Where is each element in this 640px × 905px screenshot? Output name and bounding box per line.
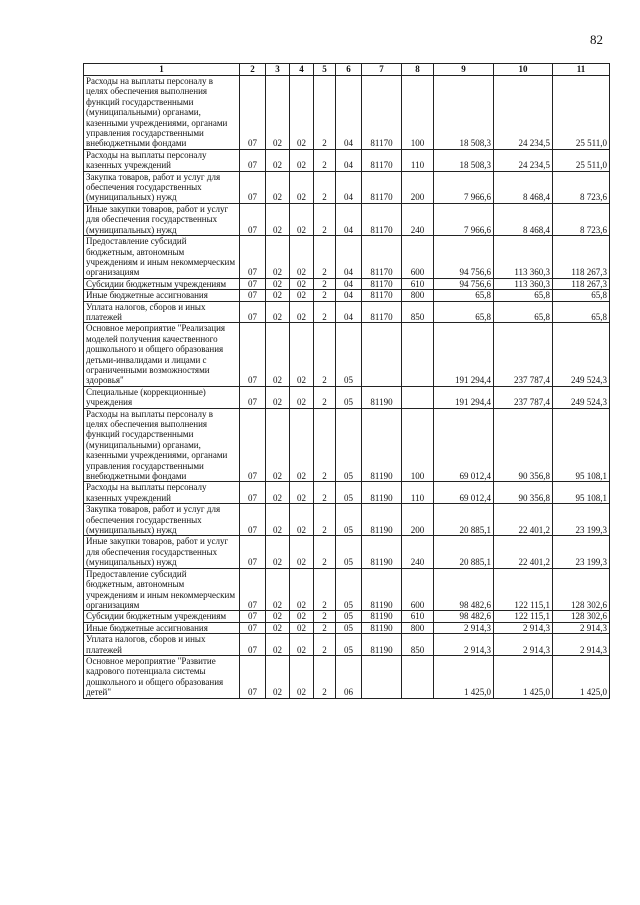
amount-cell: 65,8 [494, 301, 553, 323]
code-cell: 2 [314, 634, 336, 656]
code-cell [402, 386, 434, 408]
code-cell: 81170 [362, 149, 402, 171]
code-cell: 600 [402, 568, 434, 611]
amount-cell: 25 511,0 [553, 76, 610, 150]
amount-cell: 122 115,1 [494, 568, 553, 611]
amount-cell: 65,8 [553, 301, 610, 323]
code-cell: 2 [314, 278, 336, 289]
amount-cell: 118 267,3 [553, 236, 610, 279]
code-cell: 02 [266, 290, 290, 301]
amount-cell: 2 914,3 [434, 634, 494, 656]
amount-cell: 24 234,5 [494, 149, 553, 171]
code-cell: 2 [314, 76, 336, 150]
code-cell: 2 [314, 290, 336, 301]
code-cell: 02 [266, 655, 290, 698]
row-label: Закупка товаров, работ и услуг для обеспечения государственных (муниципальных) нужд [84, 504, 240, 536]
code-cell: 04 [336, 290, 362, 301]
code-cell: 2 [314, 504, 336, 536]
code-cell: 81190 [362, 568, 402, 611]
code-cell: 2 [314, 568, 336, 611]
code-cell [362, 323, 402, 386]
code-cell: 850 [402, 301, 434, 323]
header-cell: 10 [494, 64, 553, 76]
amount-cell: 7 966,6 [434, 203, 494, 235]
code-cell: 02 [290, 504, 314, 536]
header-cell: 4 [290, 64, 314, 76]
code-cell: 02 [266, 171, 290, 203]
code-cell: 81170 [362, 76, 402, 150]
table-row [84, 278, 610, 289]
code-cell: 2 [314, 408, 336, 482]
code-cell: 110 [402, 149, 434, 171]
header-cell: 3 [266, 64, 290, 76]
code-cell: 07 [240, 149, 266, 171]
code-cell: 02 [266, 622, 290, 633]
header-cell: 5 [314, 64, 336, 76]
amount-cell: 18 508,3 [434, 149, 494, 171]
row-label: Закупка товаров, работ и услуг для обеспечения государственных (муниципальных) нужд [84, 171, 240, 203]
code-cell: 04 [336, 278, 362, 289]
code-cell: 02 [290, 408, 314, 482]
amount-cell: 65,8 [553, 290, 610, 301]
row-label: Иные закупки товаров, работ и услуг для обеспечения государственных (муниципальных) нужд [84, 203, 240, 235]
amount-cell: 65,8 [434, 301, 494, 323]
amount-cell: 18 508,3 [434, 76, 494, 150]
row-label: Расходы на выплаты персоналу казенных учреждений [84, 149, 240, 171]
code-cell: 02 [290, 323, 314, 386]
amount-cell: 95 108,1 [553, 408, 610, 482]
code-cell: 81190 [362, 622, 402, 633]
code-cell: 81170 [362, 171, 402, 203]
code-cell: 2 [314, 386, 336, 408]
amount-cell: 2 914,3 [494, 622, 553, 633]
code-cell [402, 655, 434, 698]
code-cell: 02 [290, 76, 314, 150]
code-cell: 02 [290, 171, 314, 203]
code-cell: 07 [240, 408, 266, 482]
code-cell: 02 [266, 76, 290, 150]
code-cell: 05 [336, 504, 362, 536]
amount-cell: 2 914,3 [494, 634, 553, 656]
header-cell: 6 [336, 64, 362, 76]
code-cell: 04 [336, 203, 362, 235]
row-label: Основное мероприятие "Развитие кадрового потенциала системы дошкольного и общего образования детей" [84, 655, 240, 698]
code-cell: 200 [402, 171, 434, 203]
code-cell: 02 [290, 655, 314, 698]
row-label: Уплата налогов, сборов и иных платежей [84, 301, 240, 323]
code-cell: 05 [336, 482, 362, 504]
code-cell: 800 [402, 290, 434, 301]
code-cell: 2 [314, 236, 336, 279]
code-cell: 110 [402, 482, 434, 504]
row-label: Специальные (коррекционные) учреждения [84, 386, 240, 408]
amount-cell: 118 267,3 [553, 278, 610, 289]
table-row [84, 568, 610, 611]
code-cell: 07 [240, 386, 266, 408]
code-cell: 04 [336, 301, 362, 323]
code-cell: 2 [314, 301, 336, 323]
code-cell: 05 [336, 536, 362, 568]
code-cell: 05 [336, 386, 362, 408]
code-cell: 02 [266, 149, 290, 171]
code-cell: 05 [336, 611, 362, 622]
row-label: Расходы на выплаты персоналу в целях обеспечения выполнения функций государственными (муниципальными) органами, казенными учреждениями, органами управления государственными внебюджетными фондами [84, 408, 240, 482]
code-cell: 02 [290, 622, 314, 633]
code-cell [362, 655, 402, 698]
code-cell: 07 [240, 278, 266, 289]
code-cell: 100 [402, 76, 434, 150]
amount-cell: 113 360,3 [494, 278, 553, 289]
amount-cell: 90 356,8 [494, 482, 553, 504]
table-row [84, 504, 610, 536]
amount-cell: 7 966,6 [434, 171, 494, 203]
code-cell: 02 [290, 236, 314, 279]
amount-cell: 20 885,1 [434, 536, 494, 568]
code-cell: 81170 [362, 278, 402, 289]
code-cell: 600 [402, 236, 434, 279]
header-cell: 11 [553, 64, 610, 76]
code-cell: 81170 [362, 203, 402, 235]
header-cell: 7 [362, 64, 402, 76]
code-cell: 100 [402, 408, 434, 482]
code-cell: 240 [402, 203, 434, 235]
amount-cell: 2 914,3 [553, 634, 610, 656]
code-cell: 850 [402, 634, 434, 656]
code-cell: 07 [240, 323, 266, 386]
header-row [84, 64, 610, 76]
code-cell: 04 [336, 149, 362, 171]
code-cell: 07 [240, 655, 266, 698]
row-label: Расходы на выплаты персоналу казенных учреждений [84, 482, 240, 504]
amount-cell: 98 482,6 [434, 568, 494, 611]
code-cell: 02 [266, 408, 290, 482]
code-cell: 240 [402, 536, 434, 568]
amount-cell: 94 756,6 [434, 236, 494, 279]
code-cell: 07 [240, 568, 266, 611]
code-cell: 05 [336, 323, 362, 386]
table-row [84, 171, 610, 203]
table-row [84, 236, 610, 279]
code-cell: 610 [402, 611, 434, 622]
code-cell: 2 [314, 611, 336, 622]
amount-cell: 22 401,2 [494, 504, 553, 536]
code-cell: 07 [240, 171, 266, 203]
amount-cell: 191 294,4 [434, 323, 494, 386]
code-cell: 04 [336, 236, 362, 279]
amount-cell: 8 723,6 [553, 171, 610, 203]
table-row [84, 655, 610, 698]
code-cell: 07 [240, 203, 266, 235]
table-row [84, 622, 610, 633]
code-cell: 02 [290, 568, 314, 611]
amount-cell: 249 524,3 [553, 323, 610, 386]
amount-cell: 1 425,0 [434, 655, 494, 698]
amount-cell: 237 787,4 [494, 386, 553, 408]
code-cell: 81170 [362, 290, 402, 301]
table-row [84, 634, 610, 656]
code-cell: 02 [290, 278, 314, 289]
code-cell: 05 [336, 622, 362, 633]
code-cell: 07 [240, 236, 266, 279]
code-cell [402, 323, 434, 386]
amount-cell: 90 356,8 [494, 408, 553, 482]
code-cell: 2 [314, 622, 336, 633]
code-cell: 81190 [362, 504, 402, 536]
amount-cell: 113 360,3 [494, 236, 553, 279]
code-cell: 2 [314, 482, 336, 504]
amount-cell: 23 199,3 [553, 536, 610, 568]
amount-cell: 8 468,4 [494, 203, 553, 235]
code-cell: 02 [290, 149, 314, 171]
code-cell: 07 [240, 504, 266, 536]
amount-cell: 8 723,6 [553, 203, 610, 235]
code-cell: 81190 [362, 408, 402, 482]
code-cell: 02 [266, 482, 290, 504]
code-cell: 02 [266, 236, 290, 279]
code-cell: 02 [266, 386, 290, 408]
table-row [84, 408, 610, 482]
page-number: 82 [590, 32, 603, 47]
code-cell: 07 [240, 611, 266, 622]
code-cell: 05 [336, 408, 362, 482]
table-row [84, 482, 610, 504]
amount-cell: 23 199,3 [553, 504, 610, 536]
amount-cell: 98 482,6 [434, 611, 494, 622]
row-label: Субсидии бюджетным учреждениям [84, 611, 240, 622]
code-cell: 81190 [362, 536, 402, 568]
amount-cell: 2 914,3 [553, 622, 610, 633]
code-cell: 02 [266, 634, 290, 656]
code-cell: 07 [240, 76, 266, 150]
table-row [84, 76, 610, 150]
code-cell: 02 [290, 536, 314, 568]
amount-cell: 122 115,1 [494, 611, 553, 622]
code-cell: 07 [240, 622, 266, 633]
header-cell: 1 [84, 64, 240, 76]
code-cell: 610 [402, 278, 434, 289]
amount-cell: 128 302,6 [553, 611, 610, 622]
code-cell: 02 [290, 386, 314, 408]
table-row [84, 290, 610, 301]
amount-cell: 1 425,0 [494, 655, 553, 698]
code-cell: 2 [314, 323, 336, 386]
amount-cell: 24 234,5 [494, 76, 553, 150]
amount-cell: 2 914,3 [434, 622, 494, 633]
code-cell: 02 [290, 290, 314, 301]
row-label: Предоставление субсидий бюджетным, автономным учреждениям и иным некоммерческим организациям [84, 236, 240, 279]
header-cell: 2 [240, 64, 266, 76]
code-cell: 02 [290, 611, 314, 622]
code-cell: 07 [240, 290, 266, 301]
code-cell: 06 [336, 655, 362, 698]
code-cell: 07 [240, 301, 266, 323]
code-cell: 04 [336, 171, 362, 203]
amount-cell: 69 012,4 [434, 482, 494, 504]
code-cell: 07 [240, 536, 266, 568]
budget-table [83, 63, 610, 699]
row-label: Расходы на выплаты персоналу в целях обеспечения выполнения функций государственными (муниципальными) органами, казенными учреждениями, органами управления государственными внебюджетными фондами [84, 76, 240, 150]
code-cell: 02 [266, 568, 290, 611]
amount-cell: 65,8 [494, 290, 553, 301]
code-cell: 02 [266, 203, 290, 235]
code-cell: 05 [336, 634, 362, 656]
code-cell: 02 [290, 482, 314, 504]
code-cell: 02 [290, 301, 314, 323]
code-cell: 81170 [362, 301, 402, 323]
amount-cell: 8 468,4 [494, 171, 553, 203]
table-row [84, 611, 610, 622]
code-cell: 81190 [362, 634, 402, 656]
amount-cell: 249 524,3 [553, 386, 610, 408]
header-cell: 9 [434, 64, 494, 76]
row-label: Основное мероприятие "Реализация моделей получения качественного дошкольного и общего образования детьми-инвалидами и лицами с ограниченными возможностями здоровья" [84, 323, 240, 386]
table-row [84, 149, 610, 171]
code-cell: 200 [402, 504, 434, 536]
amount-cell: 25 511,0 [553, 149, 610, 171]
amount-cell: 20 885,1 [434, 504, 494, 536]
amount-cell: 128 302,6 [553, 568, 610, 611]
amount-cell: 237 787,4 [494, 323, 553, 386]
code-cell: 2 [314, 203, 336, 235]
row-label: Предоставление субсидий бюджетным, автономным учреждениям и иным некоммерческим организациям [84, 568, 240, 611]
code-cell: 02 [266, 536, 290, 568]
amount-cell: 94 756,6 [434, 278, 494, 289]
code-cell: 02 [266, 611, 290, 622]
row-label: Иные закупки товаров, работ и услуг для обеспечения государственных (муниципальных) нужд [84, 536, 240, 568]
table-row [84, 536, 610, 568]
table-row [84, 323, 610, 386]
code-cell: 02 [266, 278, 290, 289]
header-cell: 8 [402, 64, 434, 76]
code-cell: 81190 [362, 482, 402, 504]
table-row [84, 301, 610, 323]
table-row [84, 386, 610, 408]
table-row [84, 203, 610, 235]
code-cell: 2 [314, 655, 336, 698]
code-cell: 04 [336, 76, 362, 150]
code-cell: 02 [290, 634, 314, 656]
amount-cell: 22 401,2 [494, 536, 553, 568]
code-cell: 07 [240, 634, 266, 656]
row-label: Уплата налогов, сборов и иных платежей [84, 634, 240, 656]
row-label: Иные бюджетные ассигнования [84, 290, 240, 301]
code-cell: 05 [336, 568, 362, 611]
code-cell: 2 [314, 536, 336, 568]
code-cell: 81190 [362, 386, 402, 408]
code-cell: 81170 [362, 236, 402, 279]
amount-cell: 191 294,4 [434, 386, 494, 408]
code-cell: 800 [402, 622, 434, 633]
amount-cell: 95 108,1 [553, 482, 610, 504]
code-cell: 02 [266, 504, 290, 536]
amount-cell: 65,8 [434, 290, 494, 301]
code-cell: 2 [314, 149, 336, 171]
code-cell: 2 [314, 171, 336, 203]
amount-cell: 1 425,0 [553, 655, 610, 698]
code-cell: 07 [240, 482, 266, 504]
code-cell: 81190 [362, 611, 402, 622]
amount-cell: 69 012,4 [434, 408, 494, 482]
row-label: Субсидии бюджетным учреждениям [84, 278, 240, 289]
row-label: Иные бюджетные ассигнования [84, 622, 240, 633]
code-cell: 02 [266, 323, 290, 386]
code-cell: 02 [290, 203, 314, 235]
code-cell: 02 [266, 301, 290, 323]
